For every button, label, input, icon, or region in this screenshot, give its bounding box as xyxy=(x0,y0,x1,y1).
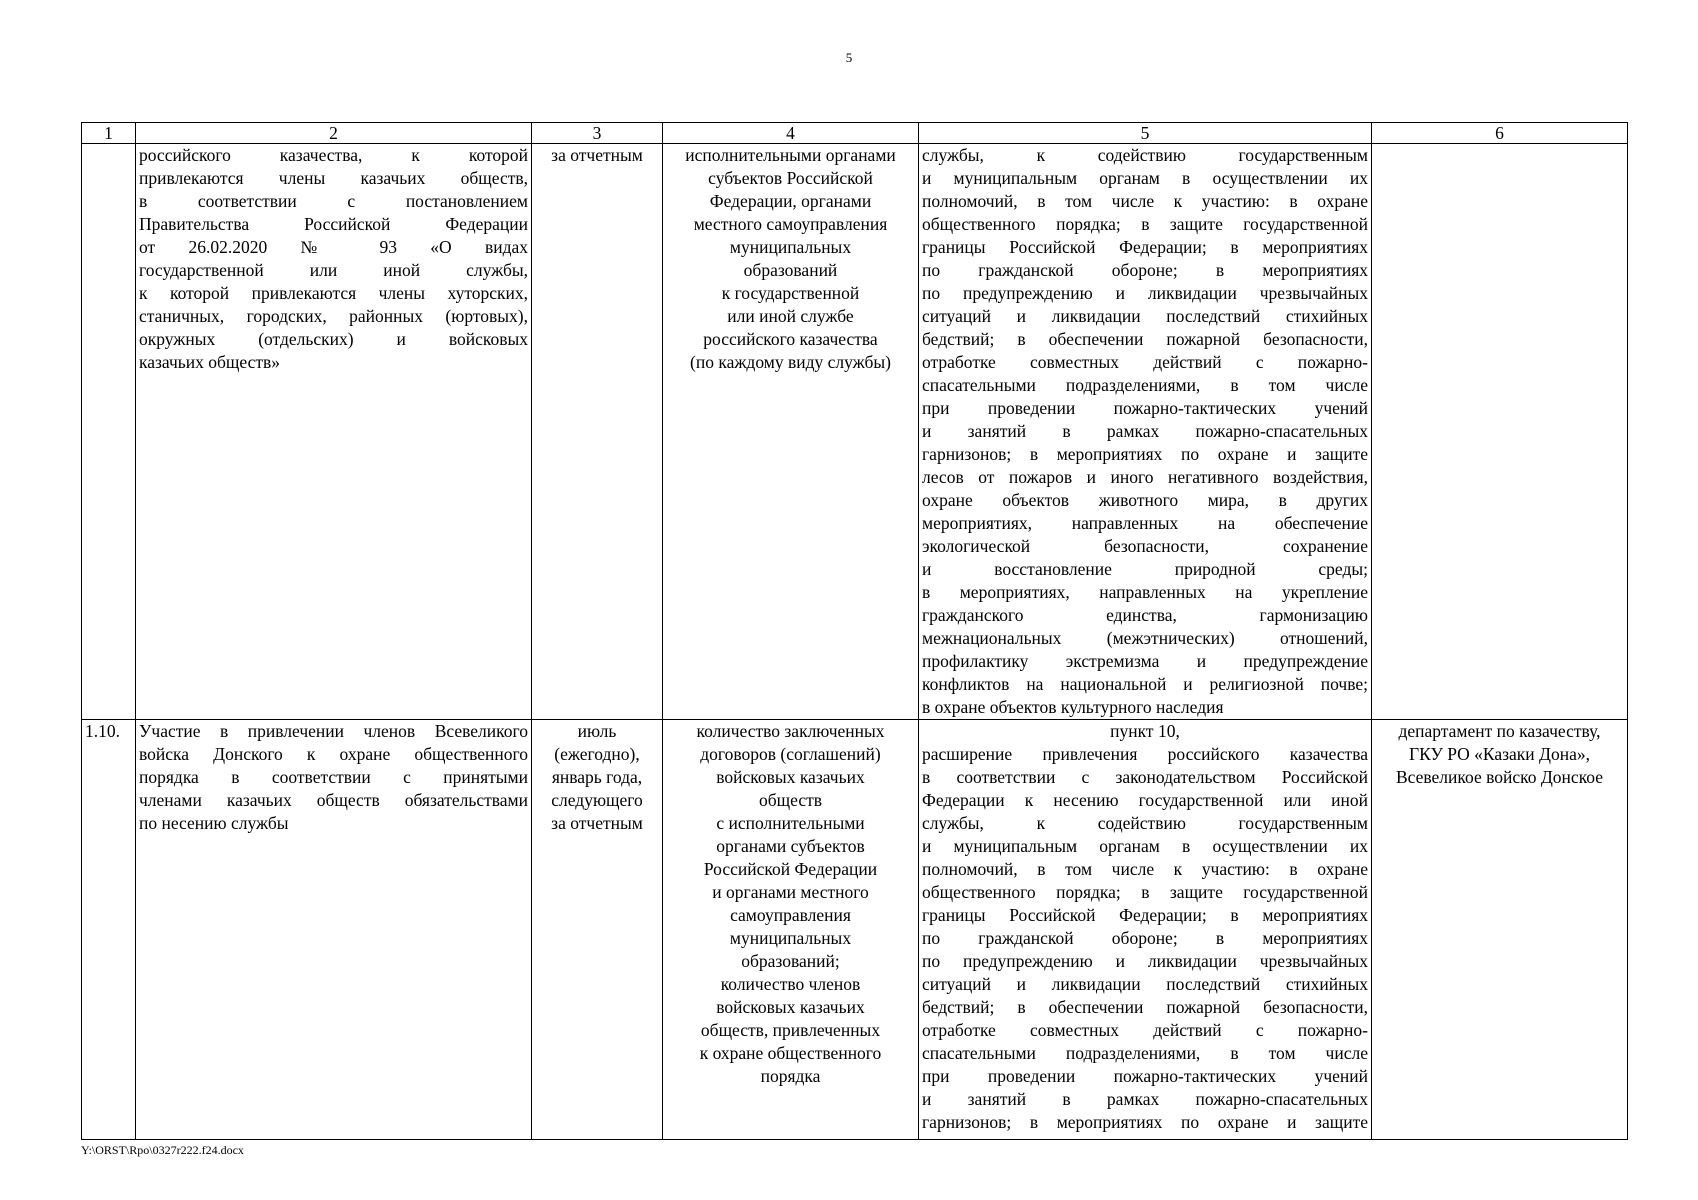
text-line: по предупреждению и ликвидации чрезвычайных xyxy=(922,283,1368,303)
text-line: по предупреждению и ликвидации чрезвычайных xyxy=(922,951,1368,971)
header-cell-1: 1 xyxy=(82,123,136,144)
text-line: бедствий; в обеспечении пожарной безопасности, xyxy=(922,997,1368,1017)
text-line: обществ, привлеченных xyxy=(700,1020,881,1040)
table-row xyxy=(82,720,1628,1140)
text-line: окружных (отдельских) и войсковых xyxy=(139,329,528,349)
text-line: привлекаются члены казачьих обществ, xyxy=(139,168,528,188)
text-line: и занятий в рамках пожарно-спасательных xyxy=(922,1089,1368,1109)
page-number: 5 xyxy=(845,50,853,65)
text-line: лесов от пожаров и иного негативного воздействия, xyxy=(922,467,1368,487)
text-line: охране объектов животного мира, в других xyxy=(922,490,1368,510)
text-line: экологической безопасности, сохранение xyxy=(922,536,1368,556)
text-line: ситуаций и ликвидации последствий стихийных xyxy=(922,306,1368,326)
header-cell-4: 4 xyxy=(663,123,919,144)
text-line: исполнительными органами xyxy=(685,145,896,165)
text-line: отработке совместных действий с пожарно- xyxy=(922,1020,1368,1040)
text-line: межнациональных (межэтнических) отношений, xyxy=(922,628,1368,648)
text-line: Российской Федерации xyxy=(703,859,878,879)
text-line: общественного порядка; в защите государственной xyxy=(922,214,1368,234)
text-line: границы Российской Федерации; в мероприятиях xyxy=(922,237,1368,257)
text-line: государственной или иной службы, xyxy=(139,260,528,280)
row-number: 1.10. xyxy=(82,720,136,1140)
text-line: войска Донского к охране общественного xyxy=(139,744,528,764)
text-line: количество членов xyxy=(720,974,861,994)
text-line: расширение привлечения российского казачества xyxy=(922,744,1368,764)
text-line: образований xyxy=(743,260,838,280)
text-line: и занятий в рамках пожарно-спасательных xyxy=(922,421,1368,441)
deadline-cell xyxy=(532,720,663,1140)
header-cell-5: 5 xyxy=(919,123,1372,144)
deadline-cell xyxy=(532,144,663,720)
text-line: Участие в привлечении членов Всевеликого xyxy=(139,721,528,741)
text-line: по несению службы xyxy=(139,813,289,833)
text-line: в мероприятиях, направленных на укрепление xyxy=(922,582,1368,602)
text-line: конфликтов на национальной и религиозной почве; xyxy=(922,674,1368,694)
text-line: службы, к содействию государственным xyxy=(922,813,1368,833)
text-line: спасательными подразделениями, в том числе xyxy=(922,1043,1368,1063)
table-row xyxy=(82,144,1628,720)
text-line: за отчетным xyxy=(551,145,643,165)
text-line: полномочий, в том числе к участию: в охране xyxy=(922,191,1368,211)
file-path-footer: Y:\ORST\Rpo\0327r222.f24.docx xyxy=(81,1143,244,1157)
text-line: органами субъектов xyxy=(716,836,865,856)
text-line: гарнизонов; в мероприятиях по охране и защите xyxy=(922,1112,1368,1132)
text-line: субъектов Российской xyxy=(708,168,873,188)
text-line: самоуправления xyxy=(730,905,851,925)
text-line: станичных, городских, районных (юртовых), xyxy=(139,306,528,326)
text-line: общественного порядка; в защите государственной xyxy=(922,882,1368,902)
header-cell-6: 6 xyxy=(1372,123,1628,144)
text-line: июль xyxy=(577,721,617,741)
text-line: (ежегодно), xyxy=(554,744,640,764)
text-line: полномочий, в том числе к участию: в охране xyxy=(922,859,1368,879)
plan-table xyxy=(81,122,1628,1140)
text-line: спасательными подразделениями, в том числе xyxy=(922,375,1368,395)
text-line: к охране общественного xyxy=(699,1043,882,1063)
strategy-reference-cell xyxy=(919,720,1372,1140)
text-line: следующего xyxy=(551,790,643,810)
text-line: договоров (соглашений) xyxy=(700,744,881,764)
text-line: Правительства Российской Федерации xyxy=(139,214,528,234)
text-line: в соответствии с постановлением xyxy=(139,191,528,211)
text-line: Всевеликое войско Донское xyxy=(1395,767,1604,787)
text-line: ГКУ РО «Казаки Дона», xyxy=(1409,744,1590,764)
text-line: и муниципальным органам в осуществлении их xyxy=(922,168,1368,188)
header-cell-3: 3 xyxy=(532,123,663,144)
text-line: гарнизонов; в мероприятиях по охране и защите xyxy=(922,444,1368,464)
event-description-cell xyxy=(136,720,532,1140)
row-number xyxy=(82,144,136,720)
text-line: муниципальных xyxy=(729,237,852,257)
text-line: службы, к содействию государственным xyxy=(922,145,1368,165)
text-line: и органами местного xyxy=(712,882,869,902)
text-line: обществ xyxy=(758,790,822,810)
text-line: (по каждому виду службы) xyxy=(690,352,891,372)
text-line: мероприятиях, направленных на обеспечение xyxy=(922,513,1368,533)
text-line: местного самоуправления xyxy=(693,214,888,234)
text-line: с исполнительными xyxy=(716,813,865,833)
text-line: пункт 10, xyxy=(1110,721,1180,741)
text-line: департамент по казачеству, xyxy=(1398,721,1601,741)
table-header-row xyxy=(82,123,1628,144)
text-line: в охране объектов культурного наследия xyxy=(922,697,1224,717)
text-line: членами казачьих обществ обязательствами xyxy=(139,790,528,810)
text-line: российского казачества, к которой xyxy=(139,145,528,165)
text-line: гражданского единства, гармонизацию xyxy=(922,605,1368,625)
text-line: профилактику экстремизма и предупреждение xyxy=(922,651,1368,671)
text-line: бедствий; в обеспечении пожарной безопасности, xyxy=(922,329,1368,349)
text-line: порядка в соответствии с принятыми xyxy=(139,767,528,787)
text-line: войсковых казачьих xyxy=(716,767,865,787)
header-cell-2: 2 xyxy=(136,123,532,144)
text-line: Федерации, органами xyxy=(709,191,872,211)
text-line: к государственной xyxy=(721,283,860,303)
text-line: при проведении пожарно-тактических учений xyxy=(922,1066,1368,1086)
text-line: и восстановление природной среды; xyxy=(922,559,1368,579)
responsible-cell xyxy=(1372,144,1628,720)
responsible-cell xyxy=(1372,720,1628,1140)
indicator-cell xyxy=(663,144,919,720)
text-line: муниципальных xyxy=(729,928,852,948)
text-line: ситуаций и ликвидации последствий стихийных xyxy=(922,974,1368,994)
text-line: январь года, xyxy=(551,767,643,787)
text-line: по гражданской обороне; в мероприятиях xyxy=(922,928,1368,948)
text-line: при проведении пожарно-тактических учений xyxy=(922,398,1368,418)
text-line: по гражданской обороне; в мероприятиях xyxy=(922,260,1368,280)
text-line: казачьих обществ» xyxy=(139,352,281,372)
text-line: количество заключенных xyxy=(696,721,885,741)
text-line: в соответствии с законодательством Российской xyxy=(922,767,1368,787)
text-line: российского казачества xyxy=(703,329,878,349)
text-line: границы Российской Федерации; в мероприятиях xyxy=(922,905,1368,925)
text-line: к которой привлекаются члены хуторских, xyxy=(139,283,528,303)
text-line: или иной службе xyxy=(727,306,854,326)
text-line: образований; xyxy=(741,951,840,971)
text-line: войсковых казачьих xyxy=(716,997,865,1017)
text-line: Федерации к несению государственной или иной xyxy=(922,790,1368,810)
text-line: за отчетным xyxy=(551,813,643,833)
text-line: порядка xyxy=(760,1066,821,1086)
strategy-reference-cell xyxy=(919,144,1372,720)
indicator-cell xyxy=(663,720,919,1140)
text-line: и муниципальным органам в осуществлении их xyxy=(922,836,1368,856)
text-line: от 26.02.2020 № 93 «О видах xyxy=(139,237,528,257)
text-line: отработке совместных действий с пожарно- xyxy=(922,352,1368,372)
event-description-cell xyxy=(136,144,532,720)
